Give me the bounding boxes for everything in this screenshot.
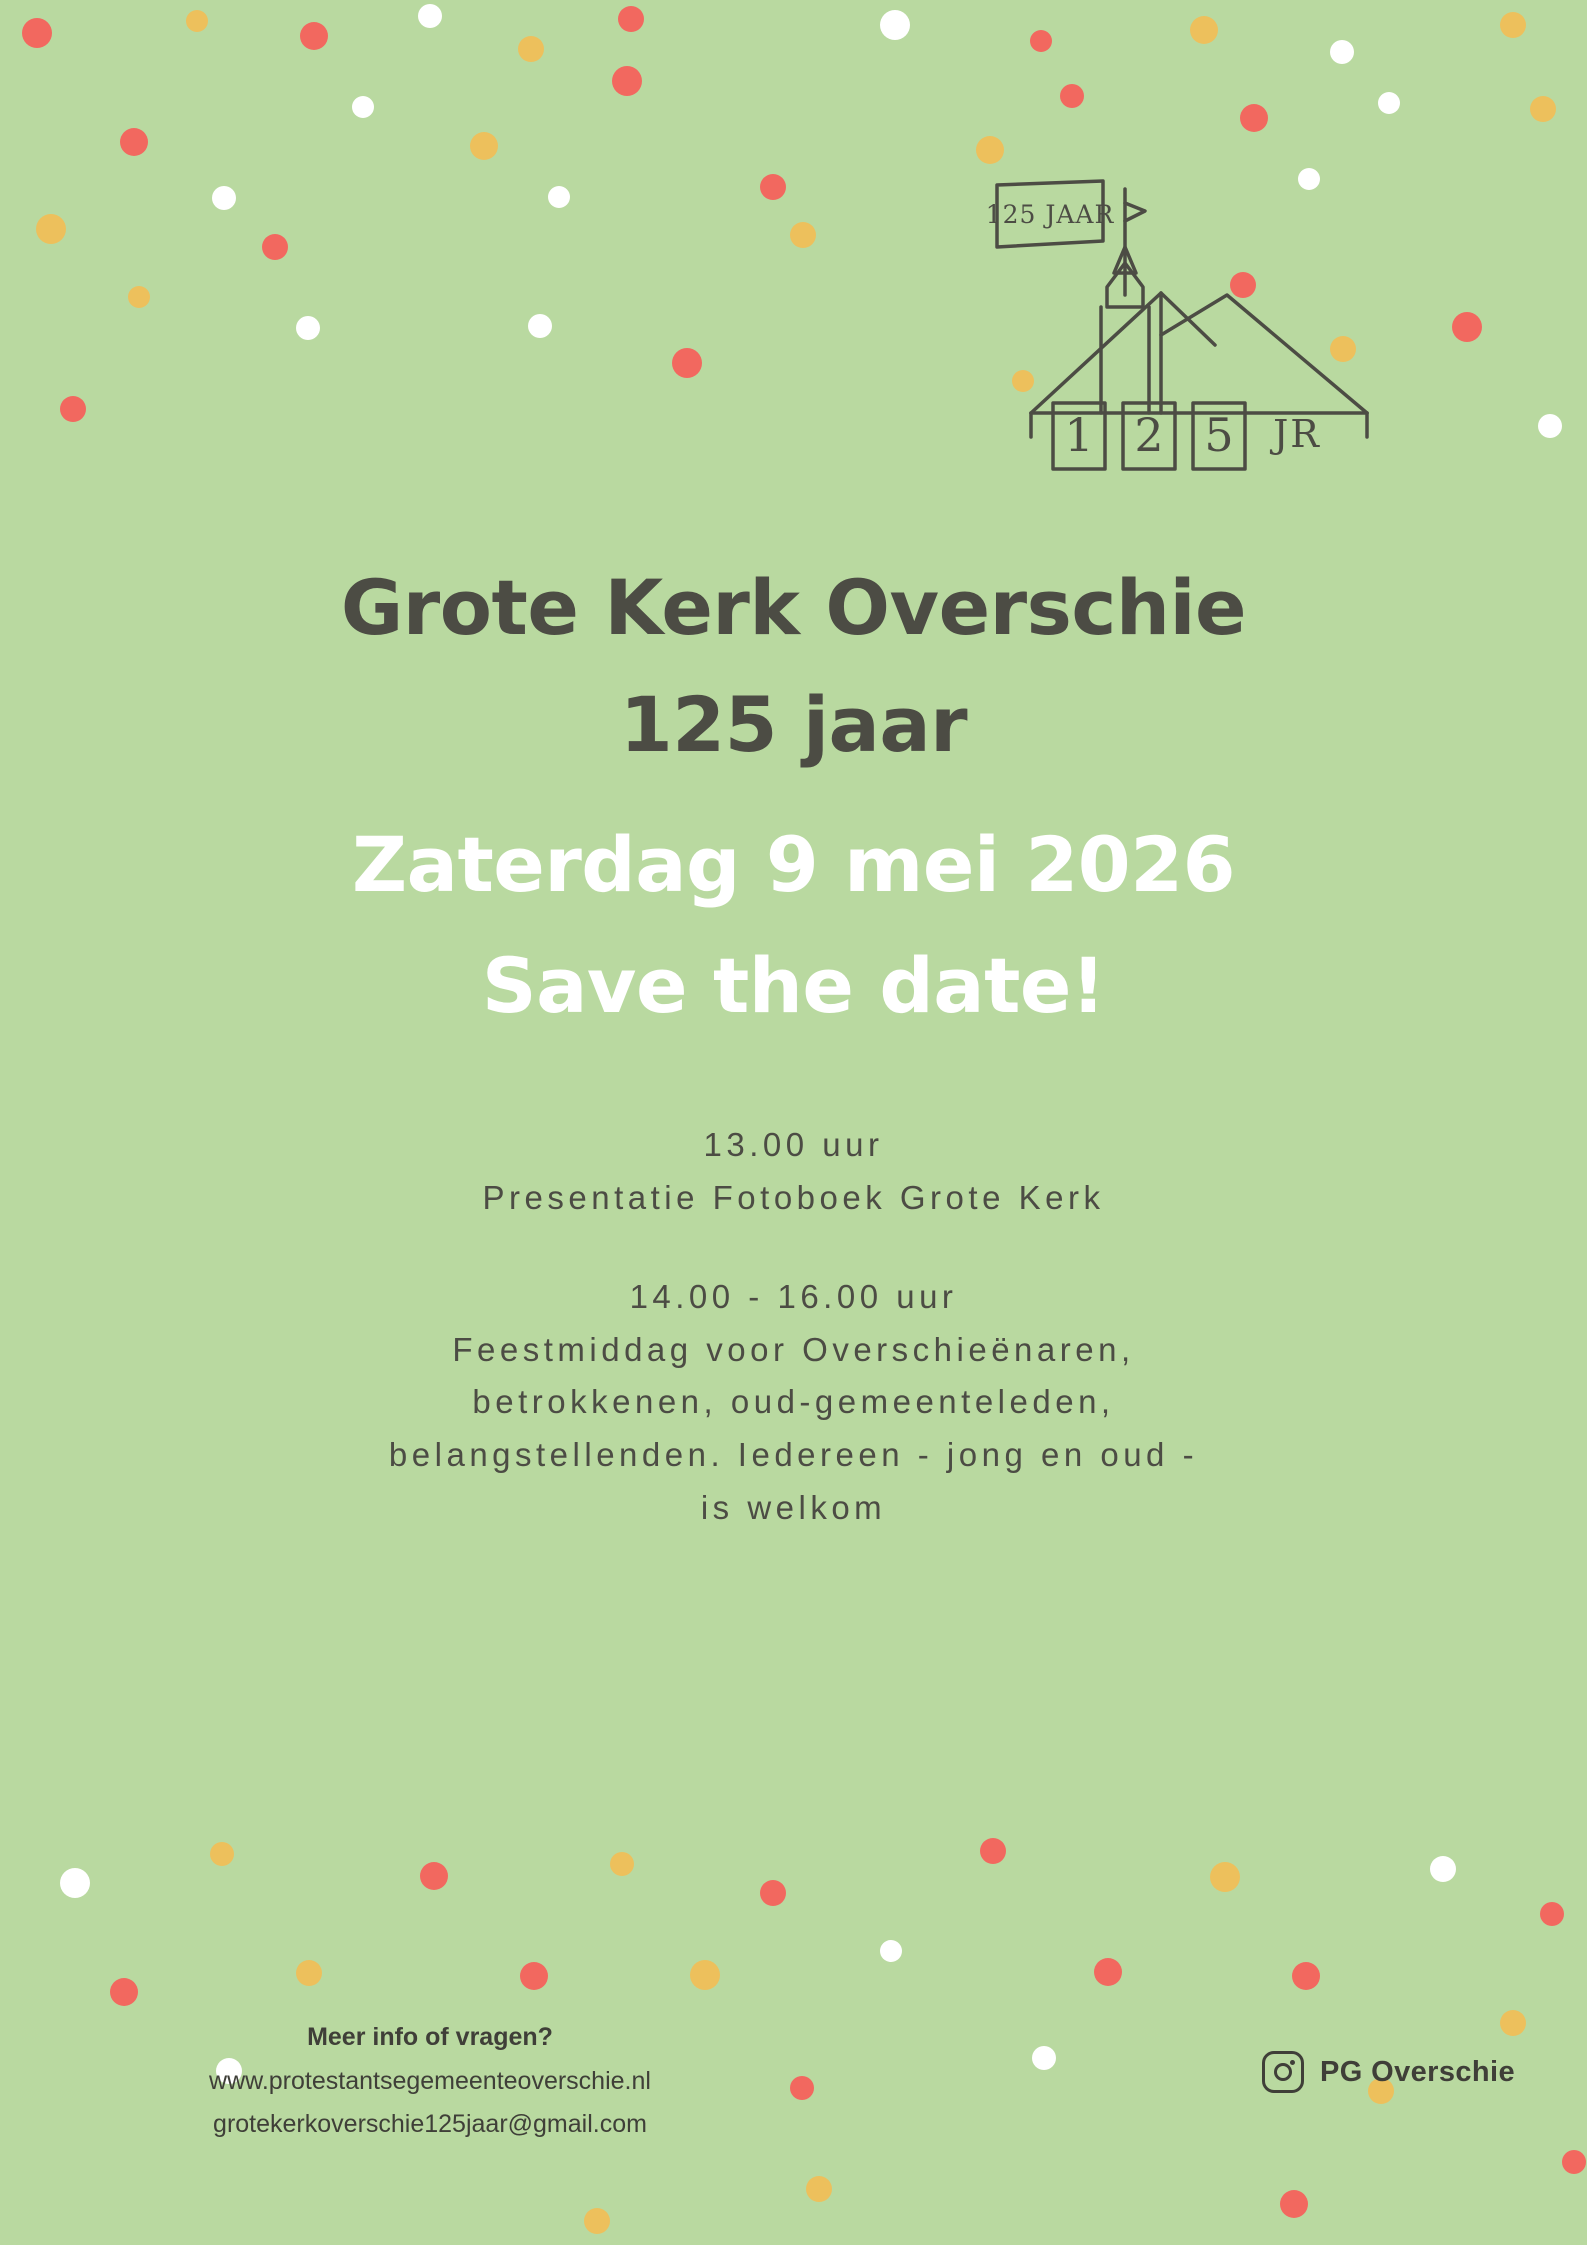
subtitle-line-1: Zaterdag 9 mei 2026 (352, 820, 1235, 909)
svg-text:2: 2 (1134, 408, 1164, 462)
confetti-dot (1538, 414, 1562, 438)
confetti-dot (210, 1842, 234, 1866)
email-link[interactable]: grotekerkoverschie125jaar@gmail.com (213, 2110, 647, 2139)
program-description-line: betrokkenen, oud-gemeenteleden, (472, 1383, 1115, 1421)
confetti-dot (60, 396, 86, 422)
instagram-icon (1262, 2051, 1304, 2093)
confetti-dot (186, 10, 208, 32)
confetti-dot (418, 4, 442, 28)
confetti-dot (760, 1880, 786, 1906)
program-description-line: is welkom (700, 1488, 887, 1526)
confetti-dot (470, 132, 498, 160)
subtitle-line-2: Save the date! (481, 940, 1106, 1030)
svg-text:JR: JR (1273, 412, 1321, 456)
confetti-dot (690, 1960, 720, 1990)
confetti-dot (1094, 1958, 1122, 1986)
confetti-dot (22, 18, 52, 48)
confetti-dot (296, 1960, 322, 1986)
website-link[interactable]: www.protestantsegemeenteoverschie.nl (209, 2066, 651, 2095)
confetti-dot (980, 1838, 1006, 1864)
confetti-dot (420, 1862, 448, 1890)
program-item (0, 1271, 1587, 1535)
program-description-line: belangstellenden. Iedereen - jong en oud - (388, 1436, 1199, 1474)
confetti-dot (1210, 1862, 1240, 1892)
confetti-dot (790, 2076, 814, 2100)
confetti-dot (36, 214, 66, 244)
confetti-dot (528, 314, 552, 338)
confetti-dot (300, 22, 328, 50)
confetti-dot (610, 1852, 634, 1876)
title-line-2: 125 jaar (619, 680, 968, 769)
confetti-dot (584, 2208, 610, 2234)
confetti-dot (60, 1868, 90, 1898)
church-125-logo (975, 175, 1405, 485)
event-date-heading (0, 814, 1587, 1037)
confetti-dot (110, 1978, 138, 2006)
confetti-dot (1378, 92, 1400, 114)
contact-question: Meer info of vragen? (307, 2022, 553, 2051)
confetti-dot (790, 222, 816, 248)
confetti-dot (1292, 1962, 1320, 1990)
confetti-dot (1060, 84, 1084, 108)
confetti-dot (1430, 1856, 1456, 1882)
confetti-dot (128, 286, 150, 308)
social-handle-label: PG Overschie (1319, 2055, 1515, 2088)
confetti-dot (806, 2176, 832, 2202)
program-time: 14.00 - 16.00 uur (629, 1277, 958, 1315)
svg-text:5: 5 (1204, 408, 1234, 462)
confetti-dot (880, 1940, 902, 1962)
poster-content (0, 560, 1587, 1535)
social-handle[interactable] (1262, 2051, 1515, 2093)
confetti-dot (880, 10, 910, 40)
confetti-dot (520, 1962, 548, 1990)
confetti-dot (1240, 104, 1268, 132)
confetti-dot (120, 128, 148, 156)
confetti-dot (618, 6, 644, 32)
confetti-dot (1500, 2010, 1526, 2036)
program-item (0, 1119, 1587, 1225)
confetti-dot (548, 186, 570, 208)
program-description-line: Feestmiddag voor Overschieënaren, (452, 1330, 1135, 1368)
confetti-dot (976, 136, 1004, 164)
program-schedule (0, 1119, 1587, 1535)
confetti-dot (1530, 96, 1556, 122)
confetti-dot (1032, 2046, 1056, 2070)
confetti-dot (612, 66, 642, 96)
confetti-dot (1190, 16, 1218, 44)
confetti-dot (1500, 12, 1526, 38)
confetti-dot (296, 316, 320, 340)
confetti-dot (1280, 2190, 1308, 2218)
svg-text:125 JAAR: 125 JAAR (985, 200, 1115, 229)
title-line-1: Grote Kerk Overschie (340, 563, 1247, 652)
confetti-dot (1562, 2150, 1586, 2174)
confetti-dot (1452, 312, 1482, 342)
svg-text:1: 1 (1064, 408, 1094, 462)
confetti-dot (352, 96, 374, 118)
confetti-dot (1540, 1902, 1564, 1926)
confetti-dot (1330, 40, 1354, 64)
confetti-dot (518, 36, 544, 62)
confetti-dot (1030, 30, 1052, 52)
confetti-dot (672, 348, 702, 378)
contact-info (100, 2016, 760, 2147)
confetti-dot (212, 186, 236, 210)
program-description-line: Presentatie Fotoboek Grote Kerk (482, 1178, 1105, 1216)
program-time: 13.00 uur (703, 1126, 884, 1164)
confetti-dot (760, 174, 786, 200)
confetti-dot (262, 234, 288, 260)
page-title (0, 560, 1587, 772)
